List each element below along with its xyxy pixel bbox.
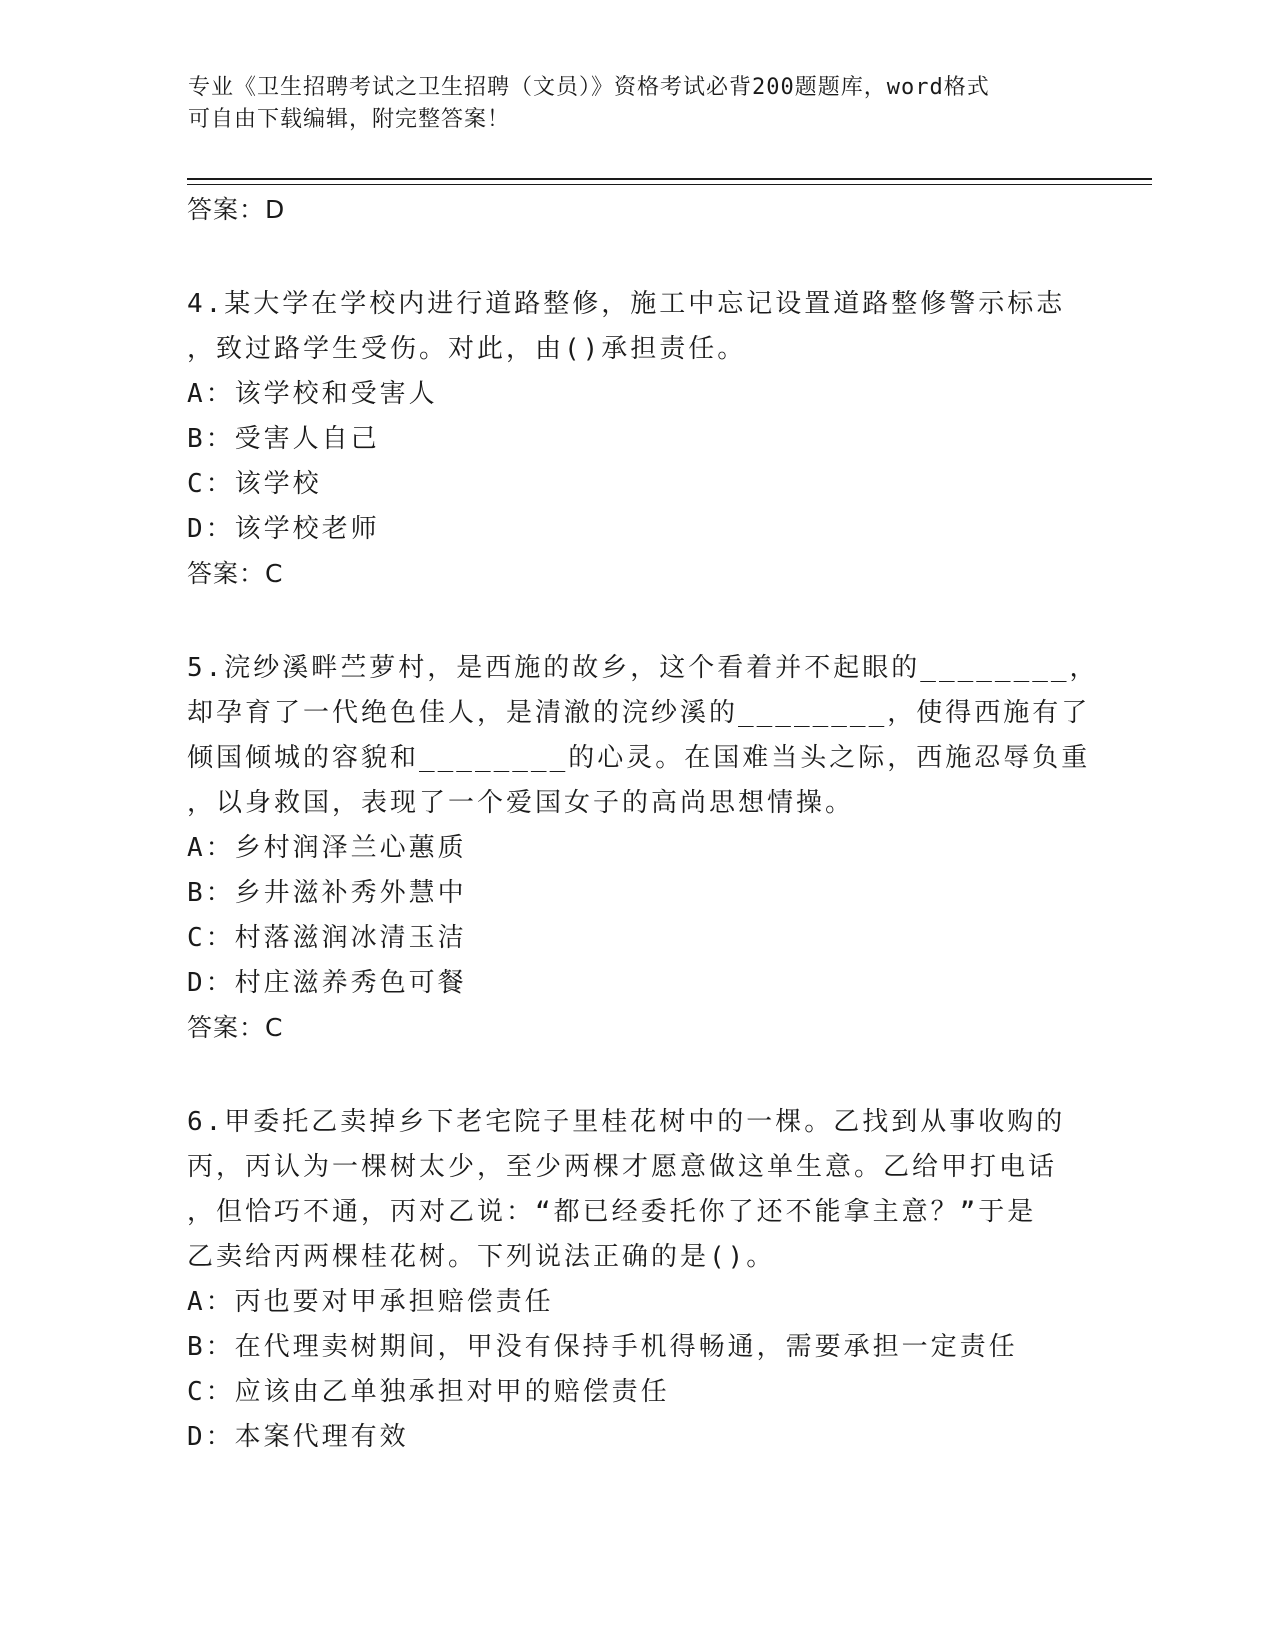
question-stem <box>187 646 1099 826</box>
question-line: 乙卖给丙两棵桂花树。下列说法正确的是()。 <box>187 1242 776 1272</box>
answer-option: C：村落滋润冰清玉洁 <box>187 923 467 953</box>
question-line: ，但恰巧不通，丙对乙说：“都已经委托你了还不能拿主意？”于是 <box>187 1197 1037 1227</box>
spacer <box>187 232 1087 282</box>
header-divider-thick <box>187 178 1152 180</box>
question-line: 倾国倾城的容貌和________的心灵。在国难当头之际，西施忍辱负重 <box>187 743 1091 773</box>
answer-key: 答案：C <box>187 1013 284 1042</box>
header-title-line-1: 专业《卫生招聘考试之卫生招聘（文员）》资格考试必背200题题库，word格式 <box>188 75 990 100</box>
answer-key: 答案：C <box>187 559 284 588</box>
question-stem <box>187 282 1087 372</box>
answer-option: A：乡村润泽兰心蕙质 <box>187 833 467 863</box>
question-line: 6.甲委托乙卖掉乡下老宅院子里桂花树中的一棵。乙找到从事收购的 <box>187 1107 1066 1137</box>
answer-option: B：在代理卖树期间，甲没有保持手机得畅通，需要承担一定责任 <box>187 1332 1018 1362</box>
question-line: ，致过路学生受伤。对此，由()承担责任。 <box>187 334 747 364</box>
page-header <box>188 72 1068 136</box>
question-line: 却孕育了一代绝色佳人，是清澈的浣纱溪的________，使得西施有了 <box>187 698 1091 728</box>
answer-option: B：乡井滋补秀外慧中 <box>187 878 467 908</box>
question-stem <box>187 1100 1087 1280</box>
question-line: 4.某大学在学校内进行道路整修，施工中忘记设置道路整修警示标志 <box>187 289 1066 319</box>
answer-option: A：丙也要对甲承担赔偿责任 <box>187 1287 554 1317</box>
answer-option: C：该学校 <box>187 469 322 499</box>
header-title-line-2: 可自由下载编辑，附完整答案！ <box>188 107 511 132</box>
spacer <box>187 596 1087 646</box>
spacer <box>187 1050 1087 1100</box>
question-line: 丙，丙认为一棵树太少，至少两棵才愿意做这单生意。乙给甲打电话 <box>187 1152 1058 1182</box>
answer-option: D：本案代理有效 <box>187 1422 409 1452</box>
question-line: 5.浣纱溪畔苎萝村，是西施的故乡，这个看着并不起眼的________， <box>187 653 1099 683</box>
answer-option: D：村庄滋养秀色可餐 <box>187 968 467 998</box>
question-line: ，以身救国，表现了一个爱国女子的高尚思想情操。 <box>187 788 855 818</box>
answer-option: B：受害人自己 <box>187 424 380 454</box>
question-list <box>187 188 1099 1460</box>
answer-option: C：应该由乙单独承担对甲的赔偿责任 <box>187 1377 670 1407</box>
header-divider-thin <box>187 184 1152 185</box>
answer-key: 答案：D <box>187 195 286 224</box>
answer-option: D：该学校老师 <box>187 514 380 544</box>
answer-option: A：该学校和受害人 <box>187 379 438 409</box>
